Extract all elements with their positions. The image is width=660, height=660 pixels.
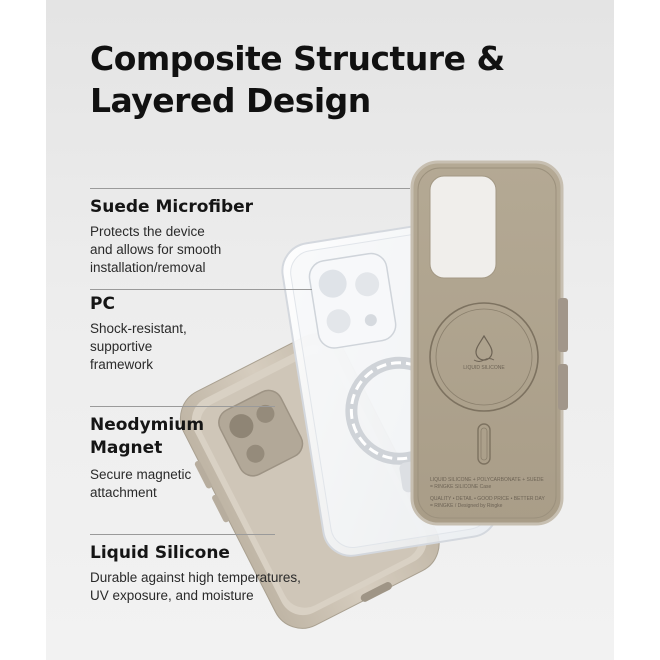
case-print-line-1: LIQUID SILICONE + POLYCARBONATE + SUEDE xyxy=(430,477,544,483)
feature-neodymium-magnet xyxy=(90,414,320,502)
feature-description: Protects the device and allows for smooth installation/removal xyxy=(90,224,222,275)
feature-heading: PC xyxy=(90,294,115,314)
feature-pc xyxy=(90,293,320,374)
feature-description: Durable against high temperatures, UV exposure, and moisture xyxy=(90,570,301,603)
feature-liquid-silicone xyxy=(90,542,350,605)
case-print-line-4: = RINGKE / Designed by Ringke xyxy=(430,503,503,509)
divider-rule xyxy=(90,188,410,189)
case-badge-text: LIQUID SILICONE xyxy=(463,365,505,371)
divider-rule xyxy=(90,534,275,535)
suede-inner-case xyxy=(412,162,568,524)
case-print-line-2: = RINGKE SILICONE Case xyxy=(430,484,492,490)
feature-suede-microfiber xyxy=(90,196,320,277)
divider-rule xyxy=(90,406,275,407)
title-line-2: Layered Design xyxy=(90,81,371,120)
title-line-1: Composite Structure & xyxy=(90,39,505,78)
divider-rule xyxy=(90,289,312,290)
feature-heading: Liquid Silicone xyxy=(90,543,230,563)
page-title xyxy=(90,38,570,122)
feature-description: Shock-resistant, supportive framework xyxy=(90,321,187,372)
feature-heading: Neodymium Magnet xyxy=(90,415,205,458)
case-print-line-3: QUALITY • DETAIL • GOOD PRICE • BETTER DAY xyxy=(430,496,545,502)
product-banner xyxy=(46,0,614,660)
feature-heading: Suede Microfiber xyxy=(90,197,254,217)
feature-description: Secure magnetic attachment xyxy=(90,467,192,500)
